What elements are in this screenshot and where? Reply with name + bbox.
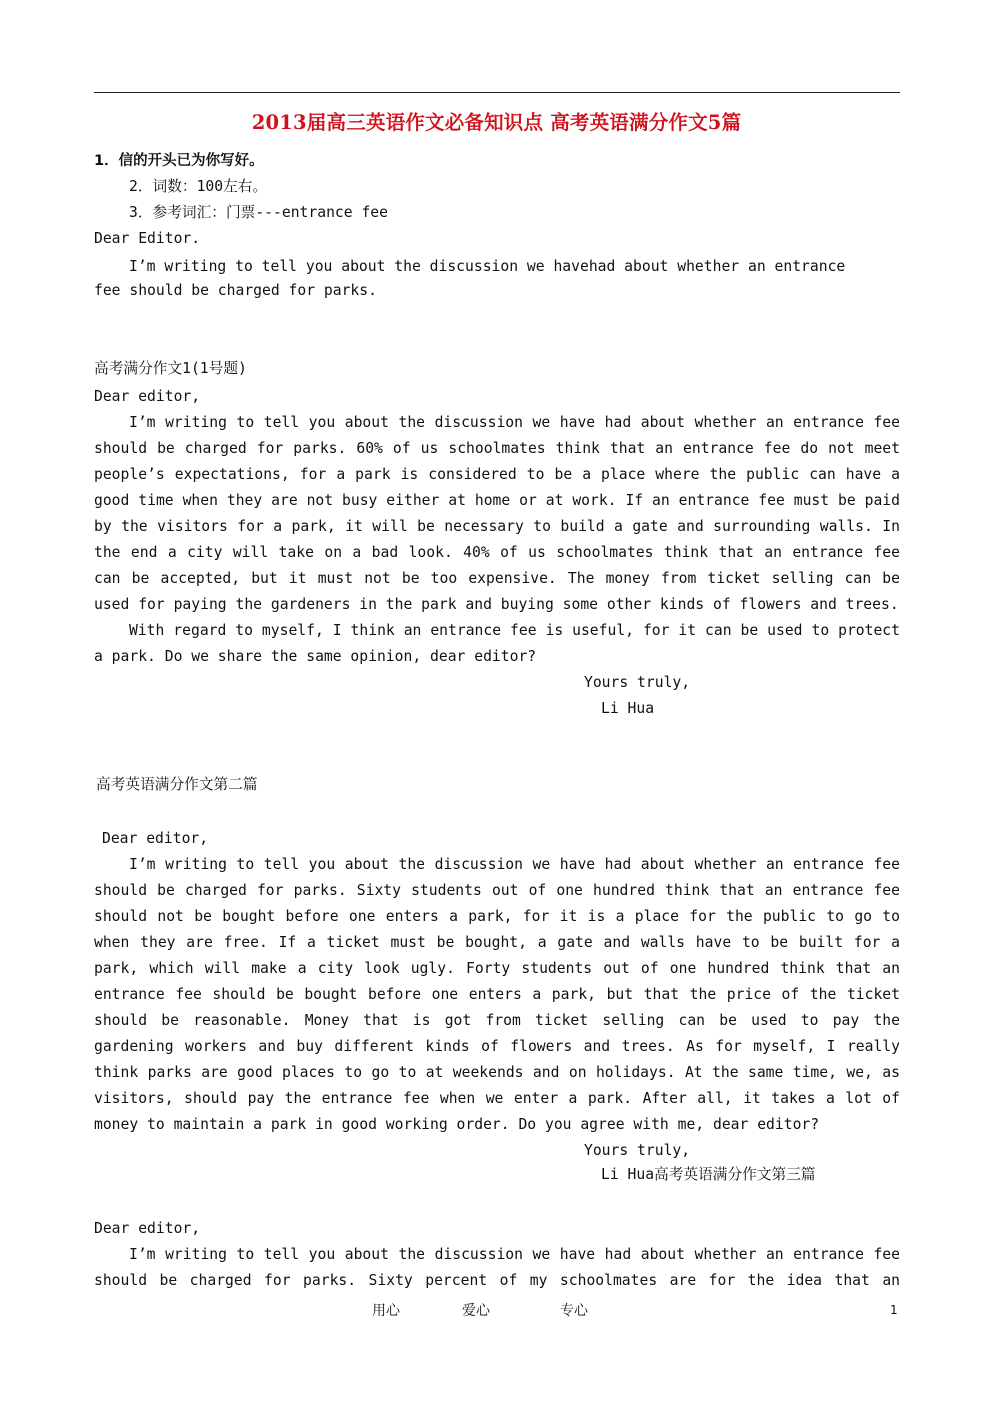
text-line: should be charged for parks. Sixty percent of my schoolmates are for the idea that an bbox=[94, 1272, 900, 1289]
text-line: entrance fee should be bought before one enters a park, but that the price of the ticket bbox=[94, 986, 900, 1003]
text-line: a park. Do we share the same opinion, dear editor? bbox=[94, 648, 537, 665]
text-line: used for paying the gardeners in the park and buying some other kinds of flowers and trees. bbox=[94, 596, 899, 613]
text-line: 3．参考词汇：门票---entrance fee bbox=[129, 204, 388, 221]
text-line: good time when they are not busy either at home or at work. If an entrance fee must be paid bbox=[94, 492, 900, 509]
text-line: I’m writing to tell you about the discussion we have had about whether an entrance fee bbox=[129, 1246, 900, 1263]
text-line: 1．信的开头已为你写好。 bbox=[94, 153, 264, 169]
text-line: I’m writing to tell you about the discussion we havehad about whether an entrance bbox=[129, 258, 846, 275]
text-line: should be charged for parks. 60% of us schoolmates think that an entrance fee do not meet bbox=[94, 440, 900, 457]
text-line: Dear editor, bbox=[94, 388, 201, 405]
text-line: when they are free. If a ticket must be bought, a gate and walls have to be built for a bbox=[94, 934, 900, 951]
text-line: Dear editor, bbox=[94, 1220, 201, 1237]
text-line: the end a city will take on a bad look. 40% of us schoolmates think that an entrance fee bbox=[94, 544, 900, 561]
text-line: 高考满分作文1(1号题) bbox=[94, 360, 247, 377]
text-line: park, which will make a city look ugly. Forty students out of one hundred think that an bbox=[94, 960, 900, 977]
text-line: should not be bought before one enters a park, for it is a place for the public to go to bbox=[94, 908, 900, 925]
footer-motto-3: 专心 bbox=[560, 1303, 588, 1319]
text-line: Dear editor, bbox=[102, 830, 209, 847]
text-line: Yours truly, bbox=[584, 674, 691, 691]
text-line: gardening workers and buy different kinds of flowers and trees. As for myself, I really bbox=[94, 1038, 900, 1055]
text-line: Li Hua bbox=[601, 700, 655, 717]
text-line: With regard to myself, I think an entrance fee is useful, for it can be used to protect bbox=[129, 622, 900, 639]
text-line: 2．词数：100左右。 bbox=[129, 178, 268, 195]
text-line: Li Hua高考英语满分作文第三篇 bbox=[601, 1166, 816, 1183]
text-line: by the visitors for a park, it will be necessary to build a gate and surrounding walls. In bbox=[94, 518, 900, 535]
page-number: 1 bbox=[890, 1303, 898, 1317]
header-rule bbox=[94, 92, 900, 93]
text-line: can be accepted, but it must not be too expensive. The money from ticket selling can be bbox=[94, 570, 900, 587]
text-line: should be reasonable. Money that is got from ticket selling can be used to pay the bbox=[94, 1012, 900, 1029]
text-line: think parks are good places to go to at weekends and on holidays. At the same time, we, as bbox=[94, 1064, 900, 1081]
text-line: I’m writing to tell you about the discussion we have had about whether an entrance fee bbox=[129, 414, 900, 431]
text-line: Yours truly, bbox=[584, 1142, 691, 1159]
text-line: visitors, should pay the entrance fee when we enter a park. After all, it takes a lot of bbox=[94, 1090, 900, 1107]
text-line: 高考英语满分作文第二篇 bbox=[96, 776, 258, 793]
text-line: people’s expectations, for a park is considered to be a place where the public can have a bbox=[94, 466, 900, 483]
text-line: I’m writing to tell you about the discussion we have had about whether an entrance fee bbox=[129, 856, 900, 873]
document-title: 2013届高三英语作文必备知识点 高考英语满分作文5篇 bbox=[251, 111, 742, 134]
footer-motto-2: 爱心 bbox=[462, 1303, 490, 1319]
text-line: fee should be charged for parks. bbox=[94, 282, 377, 299]
text-line: Dear Editor. bbox=[94, 230, 201, 247]
footer-motto-1: 用心 bbox=[372, 1303, 400, 1319]
text-line: should be charged for parks. Sixty students out of one hundred think that an entrance fee bbox=[94, 882, 900, 899]
text-line: money to maintain a park in good working order. Do you agree with me, dear editor? bbox=[94, 1116, 820, 1133]
